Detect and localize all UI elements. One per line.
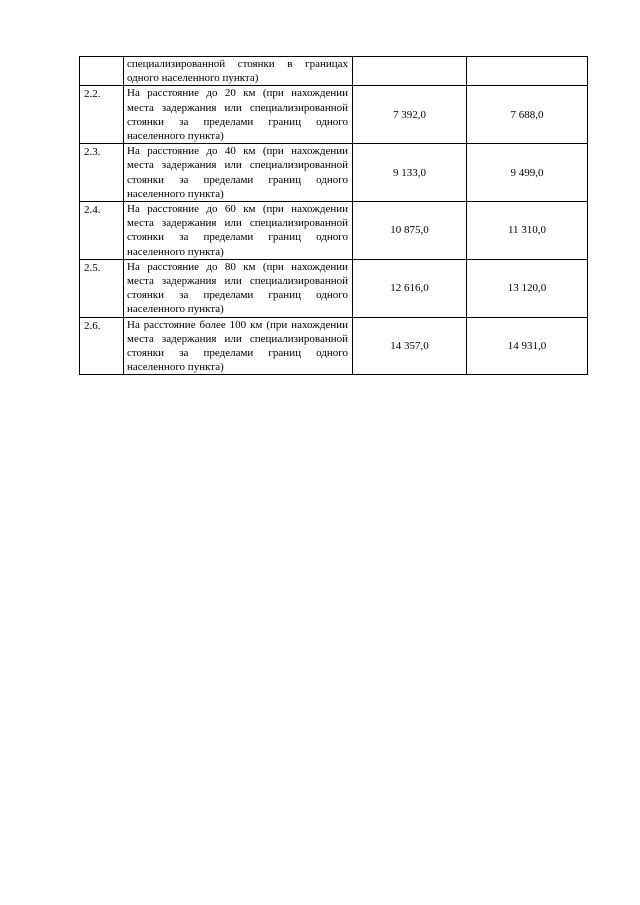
table-row (80, 144, 588, 202)
row-number (80, 57, 124, 86)
row-description: На расстояние до 40 км (при нахождении места задержания или специализированной стоянки за пределами границ одного населенного пункта) (124, 144, 353, 202)
row-number: 2.3. (80, 144, 124, 202)
row-number: 2.2. (80, 86, 124, 144)
price-cell: 7 392,0 (353, 86, 467, 144)
table-row (80, 317, 588, 375)
price-cell: 14 357,0 (353, 317, 467, 375)
row-number: 2.4. (80, 202, 124, 260)
table-row (80, 57, 588, 86)
tariff-table (79, 56, 588, 375)
price-cell: 10 875,0 (353, 202, 467, 260)
price-cell (467, 57, 588, 86)
table-row (80, 202, 588, 260)
table-row (80, 86, 588, 144)
table-row (80, 259, 588, 317)
price-cell: 12 616,0 (353, 259, 467, 317)
price-cell: 14 931,0 (467, 317, 588, 375)
price-cell (353, 57, 467, 86)
price-cell: 7 688,0 (467, 86, 588, 144)
price-cell: 9 499,0 (467, 144, 588, 202)
price-cell: 9 133,0 (353, 144, 467, 202)
row-number: 2.5. (80, 259, 124, 317)
row-description: специализированной стоянки в границах одного населенного пункта) (124, 57, 353, 86)
row-description: На расстояние более 100 км (при нахождении места задержания или специализированной стоянки за пределами границ одного населенного пункта) (124, 317, 353, 375)
price-cell: 11 310,0 (467, 202, 588, 260)
row-number: 2.6. (80, 317, 124, 375)
row-description: На расстояние до 80 км (при нахождении места задержания или специализированной стоянки за пределами границ одного населенного пункта) (124, 259, 353, 317)
row-description: На расстояние до 20 км (при нахождении места задержания или специализированной стоянки за пределами границ одного населенного пункта) (124, 86, 353, 144)
row-description: На расстояние до 60 км (при нахождении места задержания или специализированной стоянки за пределами границ одного населенного пункта) (124, 202, 353, 260)
price-cell: 13 120,0 (467, 259, 588, 317)
